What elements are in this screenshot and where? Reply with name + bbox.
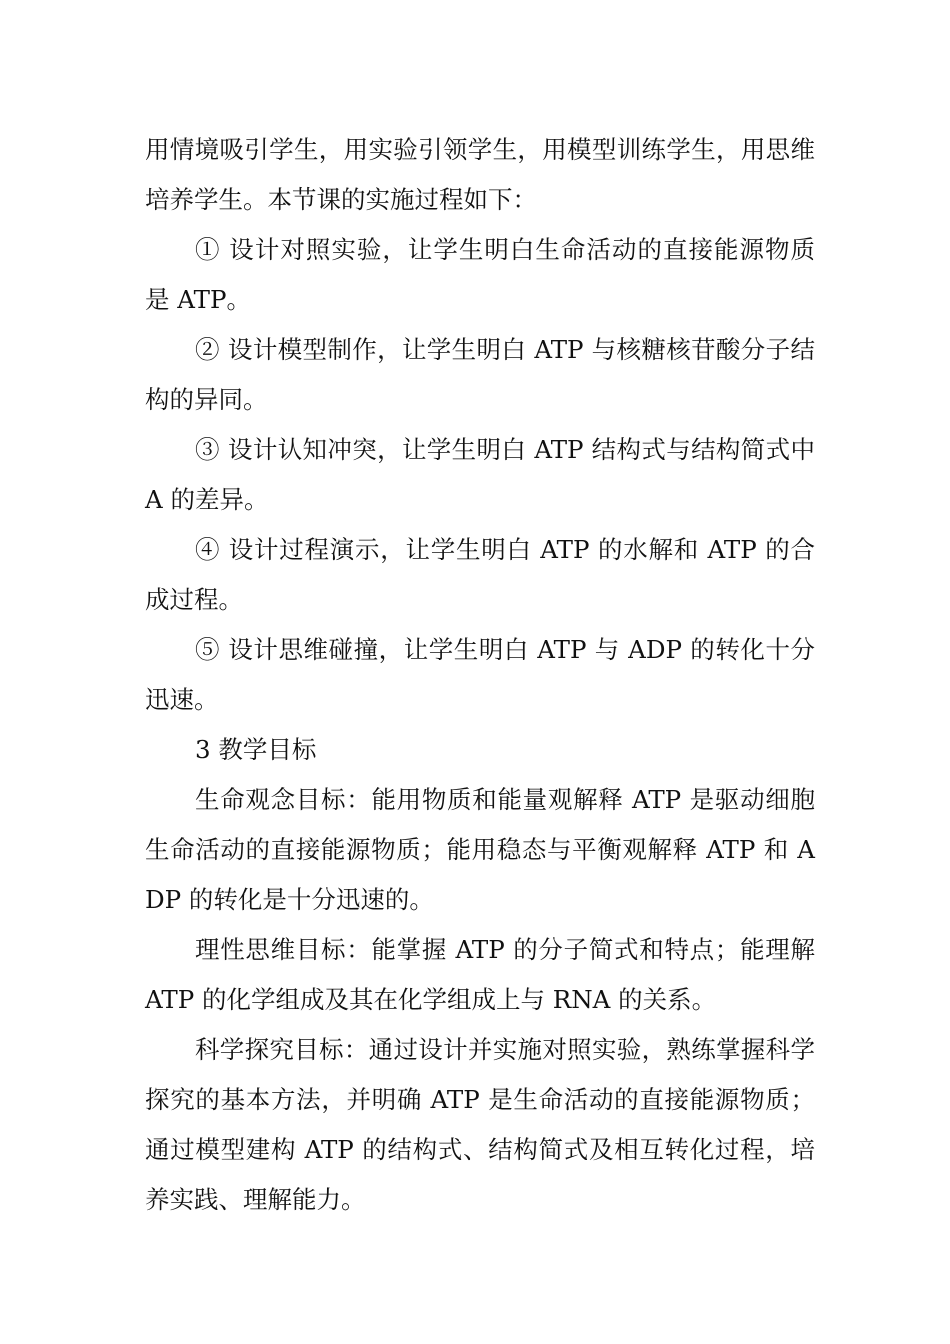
list-item-4: ④ 设计过程演示，让学生明白 ATP 的水解和 ATP 的合成过程。 — [145, 535, 815, 614]
list-item-3: ③ 设计认知冲突，让学生明白 ATP 结构式与结构简式中 A 的差异。 — [145, 435, 815, 514]
paragraph-intro: 用情境吸引学生，用实验引领学生，用模型训练学生，用思维培养学生。本节课的实施过程如下： — [145, 135, 815, 214]
list-item-2: ② 设计模型制作，让学生明白 ATP 与核糖核苷酸分子结构的异同。 — [145, 335, 815, 414]
paragraph-rational-thinking-goal: 理性思维目标：能掌握 ATP 的分子简式和特点；能理解 ATP 的化学组成及其在化学组成上与 RNA 的关系。 — [145, 935, 815, 1014]
paragraph-life-concept-goal: 生命观念目标：能用物质和能量观解释 ATP 是驱动细胞生命活动的直接能源物质；能用稳态与平衡观解释 ATP 和 ADP 的转化是十分迅速的。 — [145, 785, 815, 914]
document-page — [145, 125, 815, 1225]
paragraph-scientific-inquiry-goal: 科学探究目标：通过设计并实施对照实验，熟练掌握科学探究的基本方法，并明确 ATP 是生命活动的直接能源物质；通过模型建构 ATP 的结构式、结构简式及相互转化过程，培养实践、理解能力。 — [145, 1035, 815, 1214]
list-item-5: ⑤ 设计思维碰撞，让学生明白 ATP 与 ADP 的转化十分迅速。 — [145, 635, 815, 714]
list-item-1: ① 设计对照实验，让学生明白生命活动的直接能源物质是 ATP。 — [145, 235, 815, 314]
section-heading: 3 教学目标 — [195, 735, 317, 764]
